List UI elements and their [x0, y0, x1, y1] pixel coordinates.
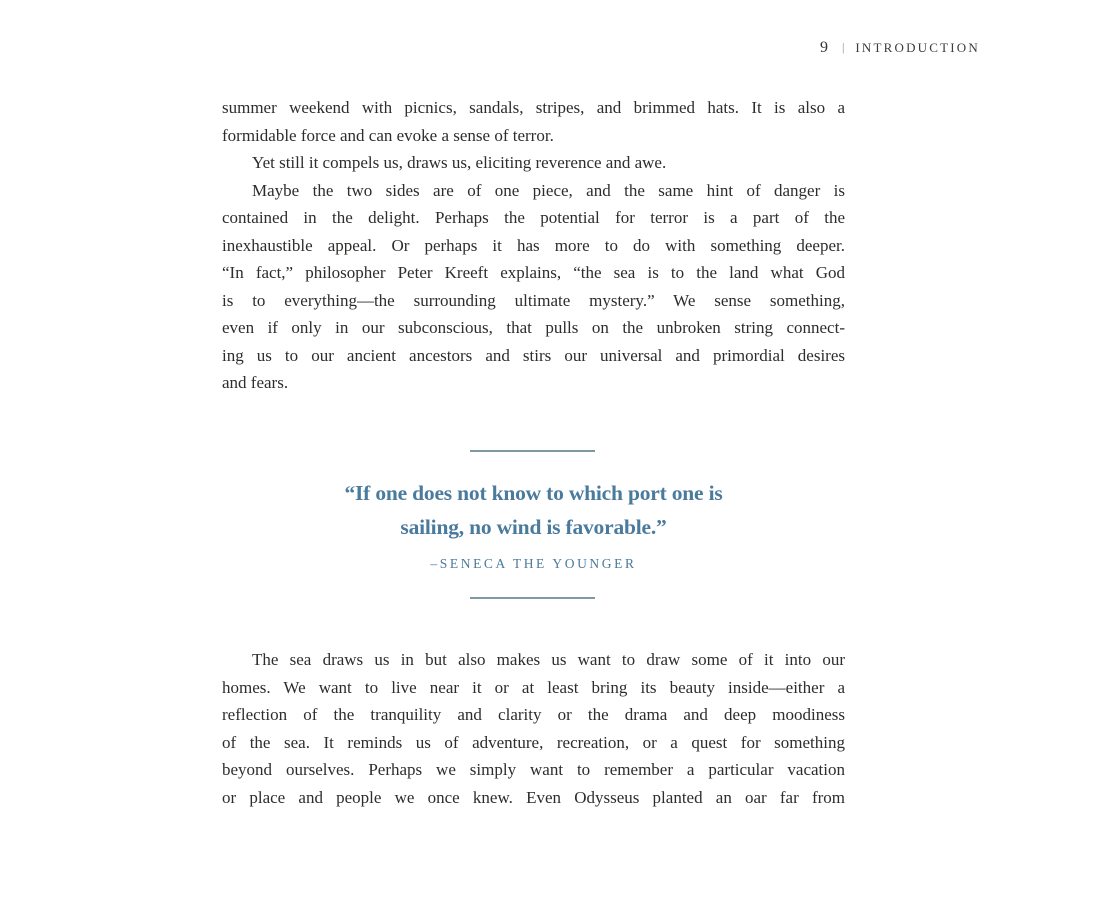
body-text-lower — [222, 646, 845, 811]
body-text-line: and fears. — [222, 373, 289, 392]
running-head — [0, 39, 980, 57]
body-text-line: even if only in our subconscious, that pulls on the unbroken string connect- — [222, 318, 845, 337]
page-number: 9 — [819, 39, 829, 56]
body-text-line: Maybe the two sides are of one piece, and the same hint of danger is — [252, 180, 845, 200]
body-text-upper — [222, 94, 845, 397]
body-text-line: beyond ourselves. Perhaps we simply want to remember a particular vacation — [222, 760, 845, 779]
pull-quote — [222, 477, 845, 544]
quote-divider-bottom — [470, 597, 595, 599]
section-title: INTRODUCTION — [855, 40, 980, 55]
pull-quote-line: “If one does not know to which port one is — [344, 481, 723, 505]
body-text-line: or place and people we once knew. Even Odysseus planted an oar far from — [222, 787, 845, 807]
pull-quote-line: sailing, no wind is favorable.” — [400, 514, 667, 539]
body-text-line: summer weekend with picnics, sandals, stripes, and brimmed hats. It is also a — [222, 98, 845, 117]
body-text-line: “In fact,” philosopher Peter Kreeft explains, “the sea is to the land what God — [222, 263, 845, 282]
body-text-line: ing us to our ancient ancestors and stirs our universal and primordial desires — [222, 345, 845, 365]
pull-quote-attribution: –SENECA THE YOUNGER — [430, 556, 637, 571]
body-text-line: inexhaustible appeal. Or perhaps it has more to do with something deeper. — [222, 235, 845, 255]
body-text-line: Yet still it compels us, draws us, eliciting reverence and awe. — [252, 153, 667, 172]
body-text-line: of the sea. It reminds us of adventure, recreation, or a quest for something — [222, 732, 845, 752]
body-text-line: contained in the delight. Perhaps the potential for terror is a part of the — [222, 208, 845, 227]
body-text-line: The sea draws us in but also makes us want to draw some of it into our — [252, 650, 845, 669]
body-text-line: formidable force and can evoke a sense of terror. — [222, 125, 554, 145]
body-text-line: homes. We want to live near it or at least bring its beauty inside—either a — [222, 677, 845, 697]
body-text-line: reflection of the tranquility and clarity or the drama and deep moodiness — [222, 705, 845, 724]
body-text-line: is to everything—the surrounding ultimate mystery.” We sense something, — [222, 290, 845, 310]
running-head-separator: | — [841, 40, 845, 54]
quote-divider-top — [470, 450, 595, 452]
